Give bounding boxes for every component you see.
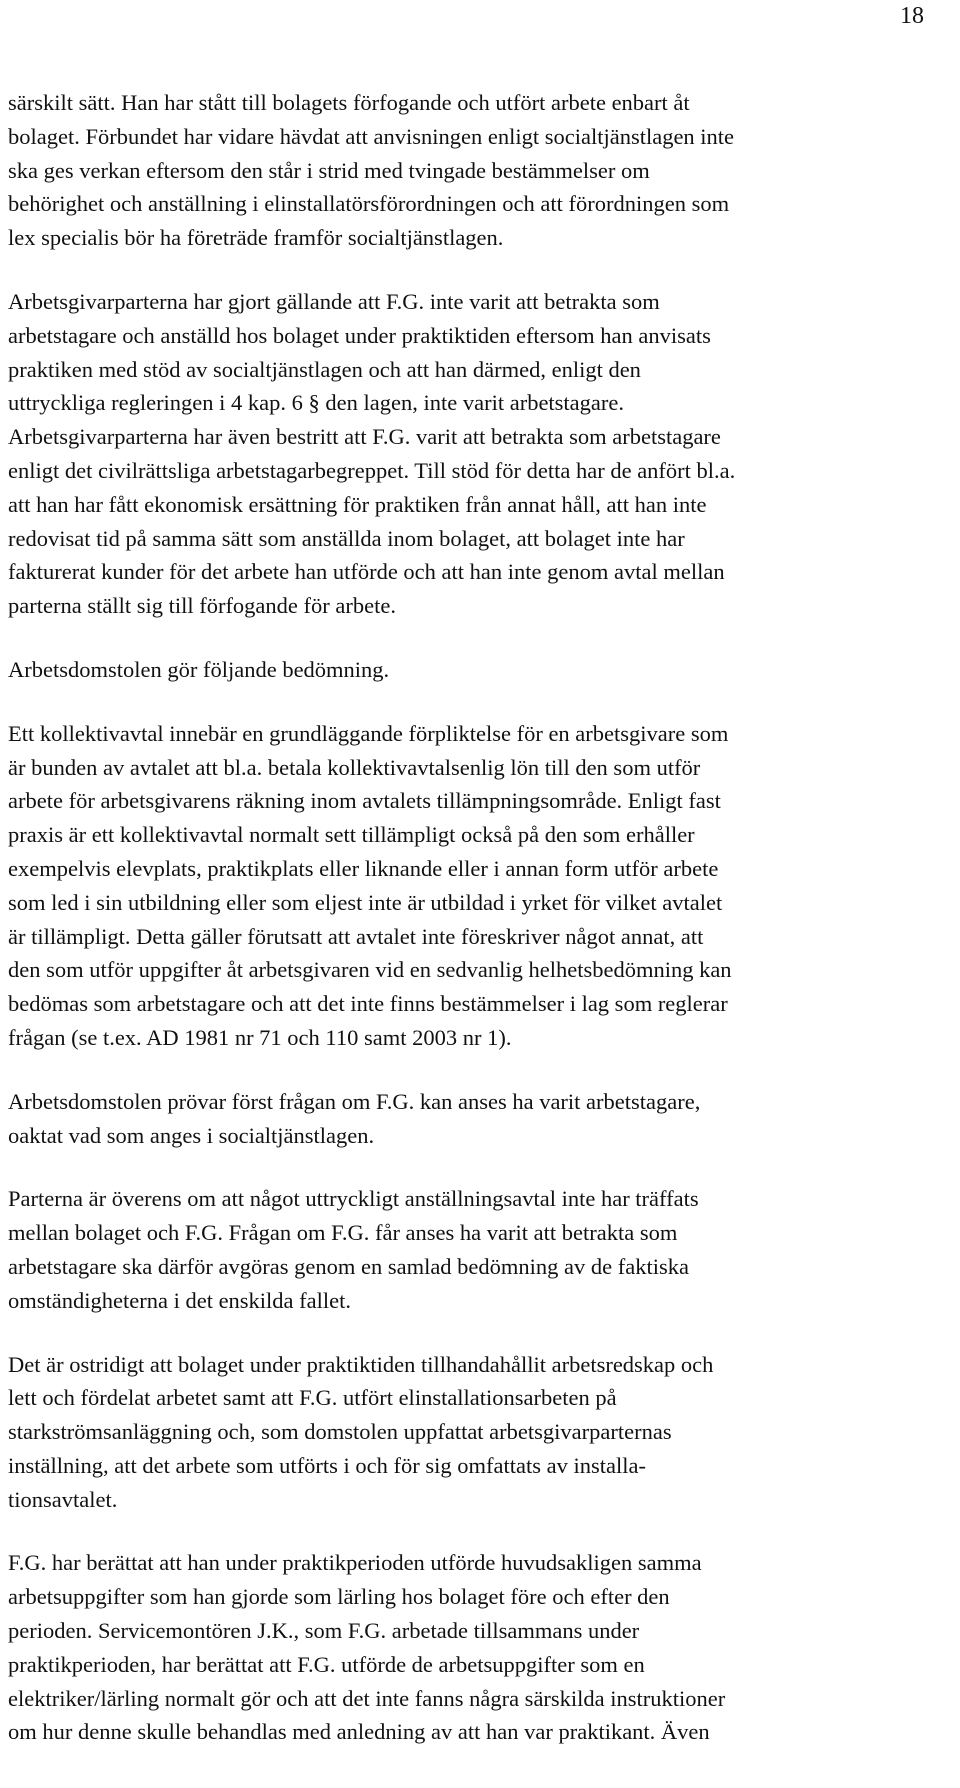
text-line: bolaget. Förbundet har vidare hävdat att anvisningen enligt socialtjänstlagen inte (8, 123, 735, 149)
text-line: mellan bolaget och F.G. Frågan om F.G. får anses ha varit att betrakta som (8, 1220, 678, 1246)
text-line: inställning, att det arbete som utförts i och för sig omfattats av installa- (8, 1452, 646, 1478)
text-line: behörighet och anställning i elinstallatörsförordningen och att förordningen som (8, 191, 730, 217)
text-line: uttryckliga regleringen i 4 kap. 6 § den lagen, inte varit arbetstagare. (8, 390, 625, 416)
paragraph (8, 285, 952, 623)
text-line: som led i sin utbildning eller som eljest inte är utbildad i yrket för vilket avtalet (8, 889, 723, 915)
text-line: är tillämpligt. Detta gäller förutsatt att avtalet inte föreskriver något annat, att (8, 923, 704, 949)
text-line: Arbetsgivarparterna har även bestritt att F.G. varit att betrakta som arbetstagare (8, 424, 721, 450)
paragraph (8, 1348, 952, 1517)
text-line: Parterna är överens om att något uttryckligt anställningsavtal inte har träffats (8, 1186, 699, 1212)
text-line: Arbetsgivarparterna har gjort gällande att F.G. inte varit att betrakta som (8, 288, 660, 314)
text-line: Det är ostridigt att bolaget under praktiktiden tillhandahållit arbetsredskap och (8, 1351, 714, 1377)
text-line: ska ges verkan eftersom den står i strid med tvingade bestämmelser om (8, 157, 650, 183)
text-line: att han har fått ekonomisk ersättning för praktiken från annat håll, att han inte (8, 491, 707, 517)
text-line: starkströmsanläggning och, som domstolen uppfattat arbetsgivarparternas (8, 1419, 672, 1445)
text-line: parterna ställt sig till förfogande för arbete. (8, 593, 396, 619)
text-line: lett och fördelat arbetet samt att F.G. utfört elinstallationsarbeten på (8, 1385, 617, 1411)
text-line: Arbetsdomstolen prövar först frågan om F.G. kan anses ha varit arbetstagare, (8, 1088, 701, 1114)
page-number: 18 (900, 3, 924, 29)
paragraph (8, 1182, 952, 1317)
paragraph (8, 86, 952, 255)
paragraph (8, 1546, 952, 1749)
text-line: lex specialis bör ha företräde framför socialtjänstlagen. (8, 225, 504, 251)
text-line: elektriker/lärling normalt gör och att det inte fanns några särskilda instruktioner (8, 1685, 726, 1711)
text-line: Ett kollektivavtal innebär en grundläggande förpliktelse för en arbetsgivare som (8, 720, 729, 746)
text-line: den som utför uppgifter åt arbetsgivaren vid en sedvanlig helhetsbedömning kan (8, 957, 732, 983)
text-line: praktikperioden, har berättat att F.G. utförde de arbetsuppgifter som en (8, 1651, 645, 1677)
text-line: redovisat tid på samma sätt som anställda inom bolaget, att bolaget inte har (8, 525, 685, 551)
text-line: oaktat vad som anges i socialtjänstlagen. (8, 1122, 375, 1148)
paragraph (8, 717, 952, 1055)
text-line: praxis är ett kollektivavtal normalt sett tillämpligt också på den som erhåller (8, 822, 695, 848)
text-line: särskilt sätt. Han har stått till bolagets förfogande och utfört arbete enbart åt (8, 90, 690, 115)
text-line: praktiken med stöd av socialtjänstlagen och att han därmed, enligt den (8, 356, 641, 382)
text-line: exempelvis elevplats, praktikplats eller liknande eller i annan form utför arbete (8, 855, 719, 881)
text-line: Arbetsdomstolen gör följande bedömning. (8, 656, 390, 682)
document-body (8, 86, 952, 1779)
text-line: arbete för arbetsgivarens räkning inom avtalets tillämpningsområde. Enligt fast (8, 788, 721, 814)
text-line: perioden. Servicemontören J.K., som F.G. arbetade tillsammans under (8, 1618, 640, 1644)
text-line: arbetstagare och anställd hos bolaget under praktiktiden eftersom han anvisats (8, 322, 711, 348)
text-line: omständigheterna i det enskilda fallet. (8, 1287, 352, 1313)
text-line: F.G. har berättat att han under praktikperioden utförde huvudsakligen samma (8, 1550, 702, 1576)
paragraph (8, 653, 952, 687)
text-line: tionsavtalet. (8, 1486, 118, 1512)
text-line: om hur denne skulle behandlas med anledning av att han var praktikant. Även (8, 1719, 710, 1745)
paragraph (8, 1085, 952, 1153)
text-line: frågan (se t.ex. AD 1981 nr 71 och 110 samt 2003 nr 1). (8, 1024, 512, 1050)
text-line: fakturerat kunder för det arbete han utförde och att han inte genom avtal mellan (8, 559, 725, 585)
text-line: arbetstagare ska därför avgöras genom en samlad bedömning av de faktiska (8, 1253, 689, 1279)
text-line: är bunden av avtalet att bl.a. betala kollektivavtalsenlig lön till den som utför (8, 754, 701, 780)
text-line: arbetsuppgifter som han gjorde som lärling hos bolaget före och efter den (8, 1584, 670, 1610)
text-line: bedömas som arbetstagare och att det inte finns bestämmelser i lag som reglerar (8, 991, 728, 1017)
text-line: enligt det civilrättsliga arbetstagarbegreppet. Till stöd för detta har de anfört bl.a. (8, 457, 736, 483)
